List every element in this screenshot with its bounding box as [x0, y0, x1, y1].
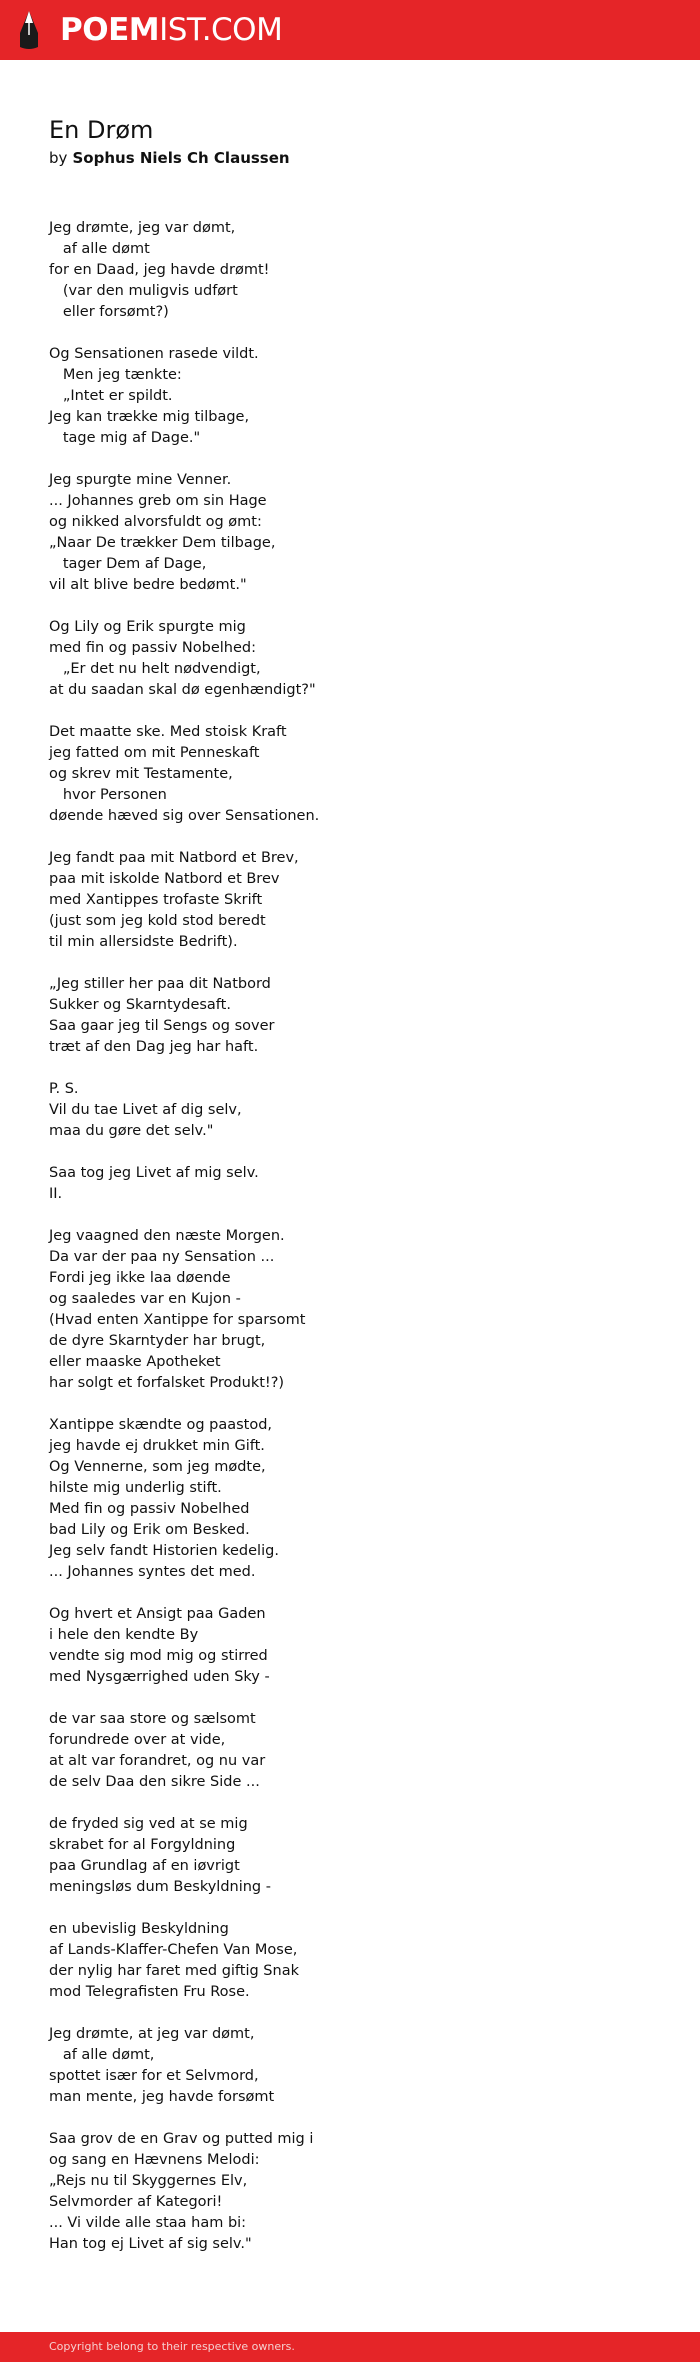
poem-line: med Xantippes trofaste Skrift [49, 892, 263, 908]
poem-line: i hele den kendte By [49, 1627, 199, 1643]
poem-stanza [49, 2129, 669, 2255]
poem-line: Jeg kan trække mig tilbage, [49, 409, 250, 425]
poem-stanza [49, 1919, 669, 2003]
poem-line: Og hvert et Ansigt paa Gaden [49, 1606, 266, 1622]
poem-line: maa du gøre det selv." [49, 1123, 214, 1139]
poem-line: Selvmorder af Kategori! [49, 2194, 223, 2210]
poem-line: „Jeg stiller her paa dit Natbord [49, 976, 271, 992]
poem-line: Da var der paa ny Sensation ... [49, 1249, 275, 1265]
poem-author[interactable]: Sophus Niels Ch Claussen [72, 149, 290, 167]
poem-line: Jeg vaagned den næste Morgen. [49, 1228, 285, 1244]
poem-line: en ubevislig Beskyldning [49, 1921, 229, 1937]
logo-light-text: IST.COM [159, 12, 283, 48]
poem-line: (Hvad enten Xantippe for sparsomt [49, 1312, 306, 1328]
poem-line: „Intet er spildt. [49, 388, 173, 404]
poem-line: der nylig har faret med giftig Snak [49, 1963, 299, 1979]
poem-line: Xantippe skændte og paastod, [49, 1417, 273, 1433]
poem-line: „Er det nu helt nødvendigt, [49, 661, 261, 677]
poem-line: II. [49, 1186, 63, 1202]
site-header [0, 0, 700, 60]
poem-line: og sang en Hævnens Melodi: [49, 2152, 260, 2168]
site-logo[interactable] [60, 10, 282, 50]
poem-stanza [49, 1079, 669, 1142]
poem-stanza [49, 1415, 669, 1583]
poem-line: Jeg spurgte mine Venner. [49, 472, 232, 488]
poem-line: (just som jeg kold stod beredt [49, 913, 266, 929]
poem-line: Det maatte ske. Med stoisk Kraft [49, 724, 287, 740]
poem-line: vendte sig mod mig og stirred [49, 1648, 268, 1664]
poem-stanza [49, 470, 669, 596]
poem-line: af alle dømt [49, 241, 150, 257]
poem-stanza [49, 617, 669, 701]
poem-line: med Nysgærrighed uden Sky - [49, 1669, 270, 1685]
poem-line: Sukker og Skarntydesaft. [49, 997, 231, 1013]
poem-stanza [49, 1604, 669, 1688]
poem-line: hilste mig underlig stift. [49, 1480, 222, 1496]
poem-line: (var den muligvis udført [49, 283, 238, 299]
poem-line: skrabet for al Forgyldning [49, 1837, 236, 1853]
poem-line: Saa grov de en Grav og putted mig i [49, 2131, 314, 2147]
poem-line: „Naar De trækker Dem tilbage, [49, 535, 276, 551]
poem-stanza [49, 344, 669, 449]
poem-line: P. S. [49, 1081, 79, 1097]
poem-title: En Drøm [49, 116, 154, 144]
poem-line: ... Johannes syntes det med. [49, 1564, 256, 1580]
poem-stanza [49, 848, 669, 953]
poem-line: vil alt blive bedre bedømt." [49, 577, 247, 593]
poem-line: Og Sensationen rasede vildt. [49, 346, 259, 362]
poem-line: Saa tog jeg Livet af mig selv. [49, 1165, 259, 1181]
poem-line: eller maaske Apotheket [49, 1354, 221, 1370]
poem-line: de fryded sig ved at se mig [49, 1816, 248, 1832]
poem-line: og saaledes var en Kujon - [49, 1291, 241, 1307]
poem-stanza [49, 974, 669, 1058]
poem-line: at du saadan skal dø egenhændigt?" [49, 682, 316, 698]
poem-line: hvor Personen [49, 787, 167, 803]
poem-line: paa Grundlag af en iøvrigt [49, 1858, 240, 1874]
poem-line: eller forsømt?) [49, 304, 169, 320]
poem-line: man mente, jeg havde forsømt [49, 2089, 275, 2105]
poem-line: forundrede over at vide, [49, 1732, 226, 1748]
poem-line: Jeg drømte, jeg var dømt, [49, 220, 236, 236]
poem-line: Men jeg tænkte: [49, 367, 182, 383]
poem-line: meningsløs dum Beskyldning - [49, 1879, 271, 1895]
poem-stanza [49, 218, 669, 323]
poem-line: med fin og passiv Nobelhed: [49, 640, 256, 656]
poem-line: Jeg fandt paa mit Natbord et Brev, [49, 850, 299, 866]
poem-byline [49, 146, 290, 170]
poem-line: mod Telegrafisten Fru Rose. [49, 1984, 250, 2000]
poem-line: Og Vennerne, som jeg mødte, [49, 1459, 266, 1475]
poem-line: jeg fatted om mit Penneskaft [49, 745, 260, 761]
poem-line: Saa gaar jeg til Sengs og sover [49, 1018, 275, 1034]
poem-line: bad Lily og Erik om Besked. [49, 1522, 250, 1538]
site-footer [0, 2332, 700, 2362]
poem-stanza [49, 1814, 669, 1898]
poem-line: spottet især for et Selvmord, [49, 2068, 259, 2084]
poem-line: Jeg drømte, at jeg var dømt, [49, 2026, 255, 2042]
poem-body [49, 218, 669, 2276]
poem-line: Vil du tae Livet af dig selv, [49, 1102, 242, 1118]
poem-line: og nikked alvorsfuldt og ømt: [49, 514, 262, 530]
poem-line: tager Dem af Dage, [49, 556, 207, 572]
poem-line: døende hæved sig over Sensationen. [49, 808, 320, 824]
poem-stanza [49, 1709, 669, 1793]
poem-line: har solgt et forfalsket Produkt!?) [49, 1375, 285, 1391]
poem-line: af alle dømt, [49, 2047, 155, 2063]
poem-line: jeg havde ej drukket min Gift. [49, 1438, 265, 1454]
pen-nib-icon[interactable] [18, 9, 40, 51]
byline-prefix: by [49, 149, 68, 167]
poem-stanza [49, 2024, 669, 2108]
poem-line: ... Vi vilde alle staa ham bi: [49, 2215, 247, 2231]
poem-line: for en Daad, jeg havde drømt! [49, 262, 270, 278]
poem-stanza [49, 1163, 669, 1205]
poem-line: til min allersidste Bedrift). [49, 934, 238, 950]
poem-line: Han tog ej Livet af sig selv." [49, 2236, 252, 2252]
poem-line: ... Johannes greb om sin Hage [49, 493, 267, 509]
poem-line: de var saa store og sælsomt [49, 1711, 256, 1727]
poem-line: at alt var forandret, og nu var [49, 1753, 266, 1769]
poem-line: „Rejs nu til Skyggernes Elv, [49, 2173, 248, 2189]
poem-line: Jeg selv fandt Historien kedelig. [49, 1543, 279, 1559]
poem-line: de dyre Skarntyder har brugt, [49, 1333, 266, 1349]
poem-stanza [49, 722, 669, 827]
poem-line: Og Lily og Erik spurgte mig [49, 619, 246, 635]
copyright-notice: Copyright belong to their respective owners. [49, 2340, 295, 2353]
poem-line: af Lands-Klaffer-Chefen Van Mose, [49, 1942, 298, 1958]
poem-line: Med fin og passiv Nobelhed [49, 1501, 250, 1517]
poem-line: træt af den Dag jeg har haft. [49, 1039, 259, 1055]
poem-line: de selv Daa den sikre Side ... [49, 1774, 260, 1790]
logo-bold-text: POEM [60, 12, 160, 48]
poem-line: tage mig af Dage." [49, 430, 201, 446]
poem-line: paa mit iskolde Natbord et Brev [49, 871, 280, 887]
poem-line: og skrev mit Testamente, [49, 766, 233, 782]
poem-stanza [49, 1226, 669, 1394]
poem-line: Fordi jeg ikke laa døende [49, 1270, 231, 1286]
